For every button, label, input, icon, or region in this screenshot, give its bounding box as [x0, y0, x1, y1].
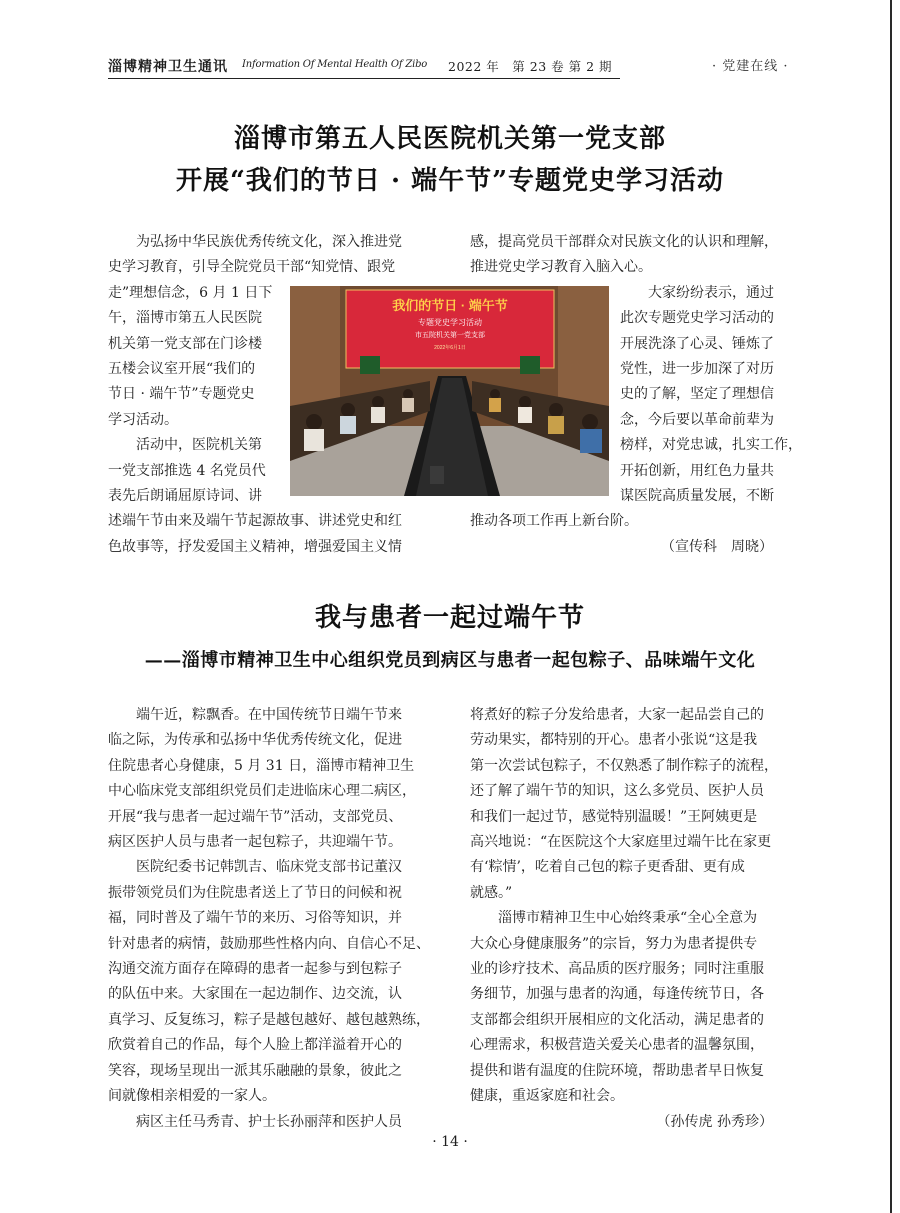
journal-title-cn: 淄博精神卫生通讯: [108, 59, 228, 75]
article1-title-line1: 淄博市第五人民医院机关第一党支部: [233, 124, 666, 154]
text-line: 午，淄博市第五人民医院: [108, 310, 262, 327]
text-line: 开展洗涤了心灵、锤炼了: [620, 335, 774, 352]
article1-right-column: [470, 230, 802, 560]
text-line: 感，提高党员干部群众对民族文化的认识和理解，: [470, 234, 778, 250]
text-line: 端午近，粽飘香。在中国传统节日端午节来: [136, 707, 402, 723]
text-line: 沟通交流方面存在障碍的患者一起参与到包粽子: [108, 961, 402, 978]
article2-title: 我与患者一起过端午节: [314, 603, 585, 633]
article2-signature: （孙传虎 孙秀珍）: [656, 1113, 773, 1130]
svg-text:2022年6月1日: 2022年6月1日: [434, 345, 466, 351]
svg-text:市五院机关第一党支部: 市五院机关第一党支部: [415, 332, 485, 339]
text-line: 推进党史学习教育入脑入心。: [470, 259, 652, 276]
text-line: 还了解了端午节的知识，这么多党员、医护人员: [470, 783, 764, 800]
text-line: 欣赏着自己的作品，每个人脸上都洋溢着开心的: [108, 1037, 402, 1054]
text-line: 大众心身健康服务”的宗旨，努力为患者提供专: [470, 935, 758, 952]
text-line: 此次专题党史学习活动的: [620, 310, 774, 327]
article2-left-column: [108, 703, 433, 1135]
text-line: 心理需求，积极营造关爱关心患者的温馨氛围，: [470, 1037, 764, 1054]
text-line: 大家纷纷表示，通过: [648, 284, 774, 301]
text-line: 将煮好的粽子分发给患者，大家一起品尝自己的: [470, 707, 764, 723]
text-line: 史的了解，坚定了理想信: [620, 386, 774, 403]
text-line: 机关第一党支部在门诊楼: [108, 335, 262, 352]
text-line: 支部都会组织开展相应的文化活动，满足患者的: [470, 1011, 764, 1028]
page-number: · 14 ·: [432, 1134, 468, 1150]
text-line: 第一次尝试包粽子，不仅熟悉了制作粽子的流程，: [470, 757, 778, 774]
running-header: [108, 52, 620, 79]
text-line: 述端午节由来及端午节起源故事、讲述党史和红: [108, 513, 402, 530]
section-label: · 党建在线 ·: [712, 59, 789, 74]
text-line: 党性，进一步加深了对历: [620, 361, 774, 378]
text-line: 为弘扬中华民族优秀传统文化，深入推进党: [136, 234, 402, 250]
text-line: 福，同时普及了端午节的来历、习俗等知识，并: [108, 910, 402, 927]
text-line: 针对患者的病情，鼓励那些性格内向、自信心不足、: [108, 935, 430, 952]
text-line: 业的诊疗技术、高品质的医疗服务；同时注重服: [470, 961, 764, 978]
text-line: 劳动果实，都特别的开心。患者小张说“这是我: [470, 732, 758, 749]
text-line: 住院患者心身健康，5 月 31 日，淄博市精神卫生: [108, 757, 415, 774]
text-line: 表先后朗诵屈原诗词、讲: [108, 488, 262, 505]
article2-subtitle: ——淄博市精神卫生中心组织党员到病区与患者一起包粽子、品味端午文化: [144, 650, 756, 671]
text-line: 淄博市精神卫生中心始终秉承“全心全意为: [498, 910, 758, 927]
svg-text:专题党史学习活动: 专题党史学习活动: [418, 318, 482, 327]
text-line: 和我们一起过节，感觉特别温暖！”王阿姨更是: [470, 808, 758, 825]
text-line: 开拓创新，用红色力量共: [620, 462, 774, 479]
text-line: 谋医院高质量发展，不断: [620, 488, 774, 505]
article1-signature: （宣传科 周晓）: [661, 538, 773, 555]
text-line: 活动中，医院机关第: [136, 437, 262, 454]
text-line: 健康，重返家庭和社会。: [470, 1088, 624, 1105]
text-line: 临之际，为传承和弘扬中华优秀传统文化，促进: [108, 732, 402, 749]
text-line: 真学习、反复练习，粽子是越包越好、越包越熟练，: [108, 1011, 430, 1028]
text-line: 一党支部推选 4 名党员代: [108, 462, 266, 479]
text-line: 榜样，对党忠诚，扎实工作，: [620, 437, 802, 454]
text-line: 推动各项工作再上新台阶。: [470, 513, 638, 530]
text-line: 提供和谐有温度的住院环境，帮助患者早日恢复: [470, 1062, 764, 1079]
text-line: 就感。”: [470, 884, 513, 901]
text-line: 医院纪委书记韩凯吉、临床党支部书记董汉: [136, 859, 402, 876]
issue-info: 2022 年 第 23 卷 第 2 期: [448, 59, 613, 74]
text-line: 中心临床党支部组织党员们走进临床心理二病区，: [108, 783, 416, 800]
text-line: 史学习教育，引导全院党员干部“知党情、跟党: [108, 259, 396, 276]
text-line: 走”理想信念，6 月 1 日下: [108, 284, 273, 301]
text-line: 高兴地说：“在医院这个大家庭里过端午比在家更: [470, 834, 772, 851]
text-line: 务细节，加强与患者的沟通，每逢传统节日，各: [470, 986, 764, 1003]
svg-text:我们的节日 · 端午节: 我们的节日 · 端午节: [392, 298, 508, 313]
text-line: 节日 · 端午节”专题党史: [108, 386, 255, 403]
text-line: 色故事等，抒发爱国主义精神，增强爱国主义情: [108, 538, 402, 555]
text-line: 的队伍中来。大家围在一起边制作、边交流，认: [108, 986, 402, 1003]
text-line: 笑容，现场呈现出一派其乐融融的景象，彼此之: [108, 1062, 402, 1079]
text-line: 间就像相亲相爱的一家人。: [108, 1088, 276, 1105]
text-line: 五楼会议室开展“我们的: [108, 361, 256, 378]
text-line: 念，今后要以革命前辈为: [620, 411, 774, 428]
text-line: 学习活动。: [108, 411, 178, 428]
text-line: 病区医护人员与患者一起包粽子，共迎端午节。: [108, 834, 402, 851]
article1-title-line2: 开展“我们的节日 · 端午节”专题党史学习活动: [175, 166, 725, 196]
text-line: 振带领党员们为住院患者送上了节日的问候和祝: [108, 884, 402, 901]
text-line: 病区主任马秀青、护士长孙丽萍和医护人员: [136, 1113, 402, 1130]
journal-title-en: Information Of Mental Health Of Zibo: [242, 59, 428, 70]
text-line: 有‘粽情’，吃着自己包的粽子更香甜、更有成: [470, 859, 745, 876]
text-line: 开展“我与患者一起过端午节”活动，支部党员、: [108, 808, 403, 825]
article2-right-column: [470, 703, 793, 1135]
